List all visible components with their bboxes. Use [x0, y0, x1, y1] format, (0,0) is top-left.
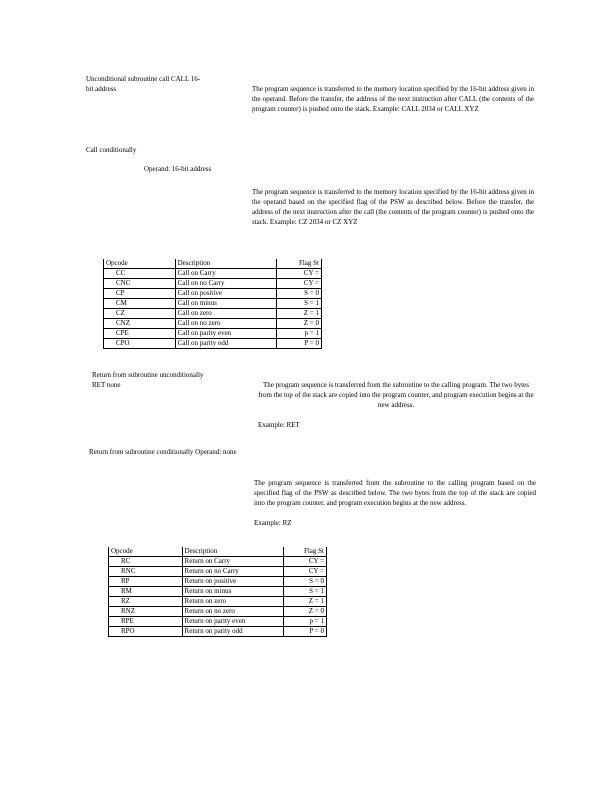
description-cell: Call on Carry	[175, 269, 277, 279]
call-cond-operand: Operand: 16-bit address	[144, 165, 212, 173]
table-row	[109, 627, 327, 637]
table-row	[109, 617, 327, 627]
description-cell: Call on minus	[175, 299, 277, 309]
table-row	[104, 329, 322, 339]
opcode-cell: RC	[109, 557, 183, 567]
table-header-row	[104, 259, 322, 269]
table-row	[109, 587, 327, 597]
flag-cell: CY =	[277, 279, 322, 289]
table-row	[104, 279, 322, 289]
ret-example: Example: RET	[258, 421, 300, 429]
opcode-cell: CPE	[104, 329, 176, 339]
table-row	[109, 567, 327, 577]
column-header: Opcode	[104, 259, 176, 269]
description-cell: Return on parity even	[182, 617, 284, 627]
column-header: Flag St	[277, 259, 322, 269]
opcode-cell: CPO	[104, 339, 176, 349]
flag-cell: Z = 0	[284, 607, 327, 617]
table-row	[104, 289, 322, 299]
flag-cell: CY =	[284, 567, 327, 577]
description-cell: Return on no zero	[182, 607, 284, 617]
flag-cell: CY =	[284, 557, 327, 567]
ret-cond-table	[108, 547, 327, 637]
opcode-cell: CM	[104, 299, 176, 309]
flag-cell: p = 1	[277, 329, 322, 339]
call-heading-line1: Unconditional subroutine call CALL 16-	[86, 75, 201, 83]
description-cell: Return on Carry	[182, 557, 284, 567]
ret-cond-example: Example: RZ	[254, 519, 292, 527]
call-heading-line2: bit address	[86, 85, 117, 93]
opcode-cell: CC	[104, 269, 176, 279]
description-cell: Return on zero	[182, 597, 284, 607]
table-row	[109, 557, 327, 567]
opcode-cell: RPE	[109, 617, 183, 627]
description-cell: Call on zero	[175, 309, 277, 319]
flag-cell: Z = 1	[284, 597, 327, 607]
flag-cell: p = 1	[284, 617, 327, 627]
flag-cell: S = 1	[277, 299, 322, 309]
opcode-cell: RNZ	[109, 607, 183, 617]
description-cell: Return on minus	[182, 587, 284, 597]
opcode-cell: CNC	[104, 279, 176, 289]
description-cell: Call on positive	[175, 289, 277, 299]
description-cell: Call on no zero	[175, 319, 277, 329]
opcode-cell: RP	[109, 577, 183, 587]
flag-cell: P = 0	[284, 627, 327, 637]
opcode-cell: RNC	[109, 567, 183, 577]
opcode-cell: RZ	[109, 597, 183, 607]
opcode-cell: CZ	[104, 309, 176, 319]
opcode-cell: CP	[104, 289, 176, 299]
table-row	[109, 597, 327, 607]
description-cell: Return on no Carry	[182, 567, 284, 577]
table-row	[104, 299, 322, 309]
description-cell: Call on parity even	[175, 329, 277, 339]
description-cell: Call on parity odd	[175, 339, 277, 349]
ret-cond-heading: Return from subroutine conditionally Operand: none	[89, 448, 237, 456]
table-row	[109, 577, 327, 587]
table-row	[104, 309, 322, 319]
column-header: Description	[175, 259, 277, 269]
column-header: Description	[182, 547, 284, 557]
flag-cell: P = 0	[277, 339, 322, 349]
description-cell: Call on no Carry	[175, 279, 277, 289]
table-row	[104, 319, 322, 329]
table-header-row	[109, 547, 327, 557]
description-cell: Return on parity odd	[182, 627, 284, 637]
flag-cell: S = 0	[284, 577, 327, 587]
ret-cond-description: The program sequence is transferred from the subroutine to the calling program based on the specified flag of the PSW as described below. The two bytes from the top of the stack are copied into the program counter, and program execution begins at the new address.	[254, 479, 536, 507]
ret-operand: RET none	[92, 381, 121, 389]
ret-heading: Return from subroutine unconditionally	[92, 371, 204, 379]
table-row	[109, 607, 327, 617]
call-cond-table	[103, 259, 322, 349]
description-cell: Return on positive	[182, 577, 284, 587]
call-heading	[86, 74, 236, 94]
flag-cell: Z = 1	[277, 309, 322, 319]
flag-cell: Z = 0	[277, 319, 322, 329]
call-cond-heading: Call conditionally	[86, 146, 137, 154]
opcode-cell: RM	[109, 587, 183, 597]
column-header: Flag St	[284, 547, 327, 557]
call-cond-description: The program sequence is transferred to the memory location specified by the 16-bit address given in the operand based on the specified flag of the PSW as described below. Before the transfer, the address of the next instruction after the call (the contents of the program counter) is pushed onto the stack. Example: CZ 2034 or CZ XYZ	[252, 188, 534, 226]
call-description: The program sequence is transferred to the memory location specified by the 16-bit address given in the operand. Before the transfer, the address of the next instruction after CALL (the contents of the program counter) is pushed onto the stack. Example: CALL 2034 or CALL XYZ	[252, 85, 534, 113]
flag-cell: S = 1	[284, 587, 327, 597]
opcode-cell: RPO	[109, 627, 183, 637]
opcode-cell: CNZ	[104, 319, 176, 329]
flag-cell: CY =	[277, 269, 322, 279]
flag-cell: S = 0	[277, 289, 322, 299]
ret-description: The program sequence is transferred from the subroutine to the calling program. The two bytes from the top of the stack are copied into the program counter, and program execution begins at the new address.	[258, 381, 534, 409]
table-row	[104, 339, 322, 349]
table-row	[104, 269, 322, 279]
column-header: Opcode	[109, 547, 183, 557]
